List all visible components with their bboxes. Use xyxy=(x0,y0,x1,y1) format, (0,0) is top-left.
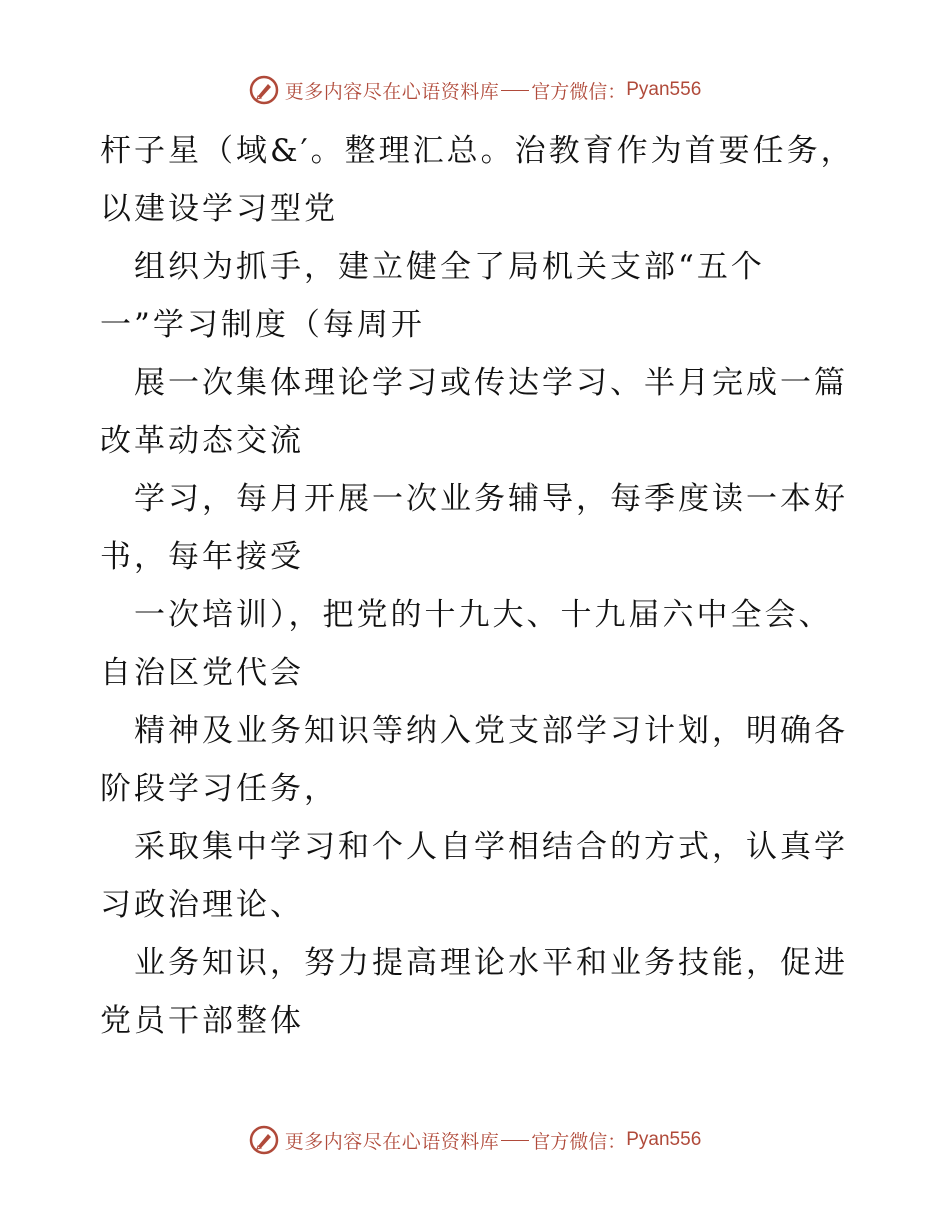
footer-brand-text: 更多内容尽在心语资料库 xyxy=(284,1130,500,1153)
footer-wechat-label: 官方微信： xyxy=(531,1130,627,1153)
document-body xyxy=(100,122,860,1050)
footer-wechat-handle: Pyan556 xyxy=(626,1129,702,1150)
header-wechat-label: 官方微信： xyxy=(531,80,627,103)
body-line: 精神及业务知识等纳入党支部学习计划，明确各 xyxy=(134,713,848,749)
header-brand-text: 更多内容尽在心语资料库 xyxy=(284,80,500,103)
body-line: 学习，每月开展一次业务辅导，每季度读一本好 xyxy=(134,481,848,517)
body-line: 采取集中学习和个人自学相结合的方式，认真学 xyxy=(134,829,848,865)
body-line: 自治区党代会 xyxy=(100,655,304,691)
footer-banner xyxy=(0,1120,950,1160)
body-line: 一次培训），把党的十九大、十九届六中全会、 xyxy=(134,597,833,633)
body-line: 阶段学习任务， xyxy=(100,771,338,807)
body-line: 组织为抓手，建立健全了局机关支部“五个 xyxy=(134,249,765,285)
pen-logo-icon xyxy=(249,75,279,105)
header-wechat-handle: Pyan556 xyxy=(626,79,702,100)
body-line: 业务知识，努力提高理论水平和业务技能，促进 xyxy=(134,945,848,981)
body-line: 改革动态交流 xyxy=(100,423,304,459)
header-separator xyxy=(501,90,529,91)
header-banner xyxy=(0,70,950,110)
body-line: 书，每年接受 xyxy=(100,539,304,575)
body-line: 展一次集体理论学习或传达学习、半月完成一篇 xyxy=(134,365,848,401)
body-line: 习政治理论、 xyxy=(100,887,304,923)
body-line: 以建设学习型党 xyxy=(100,191,338,227)
pen-logo-icon xyxy=(249,1125,279,1155)
body-line: 杆子星（域&′。整理汇总。治教育作为首要任务， xyxy=(100,133,855,169)
body-line: 党员干部整体 xyxy=(100,1003,304,1039)
footer-separator xyxy=(501,1140,529,1141)
body-line: 一”学习制度（每周开 xyxy=(100,307,425,343)
